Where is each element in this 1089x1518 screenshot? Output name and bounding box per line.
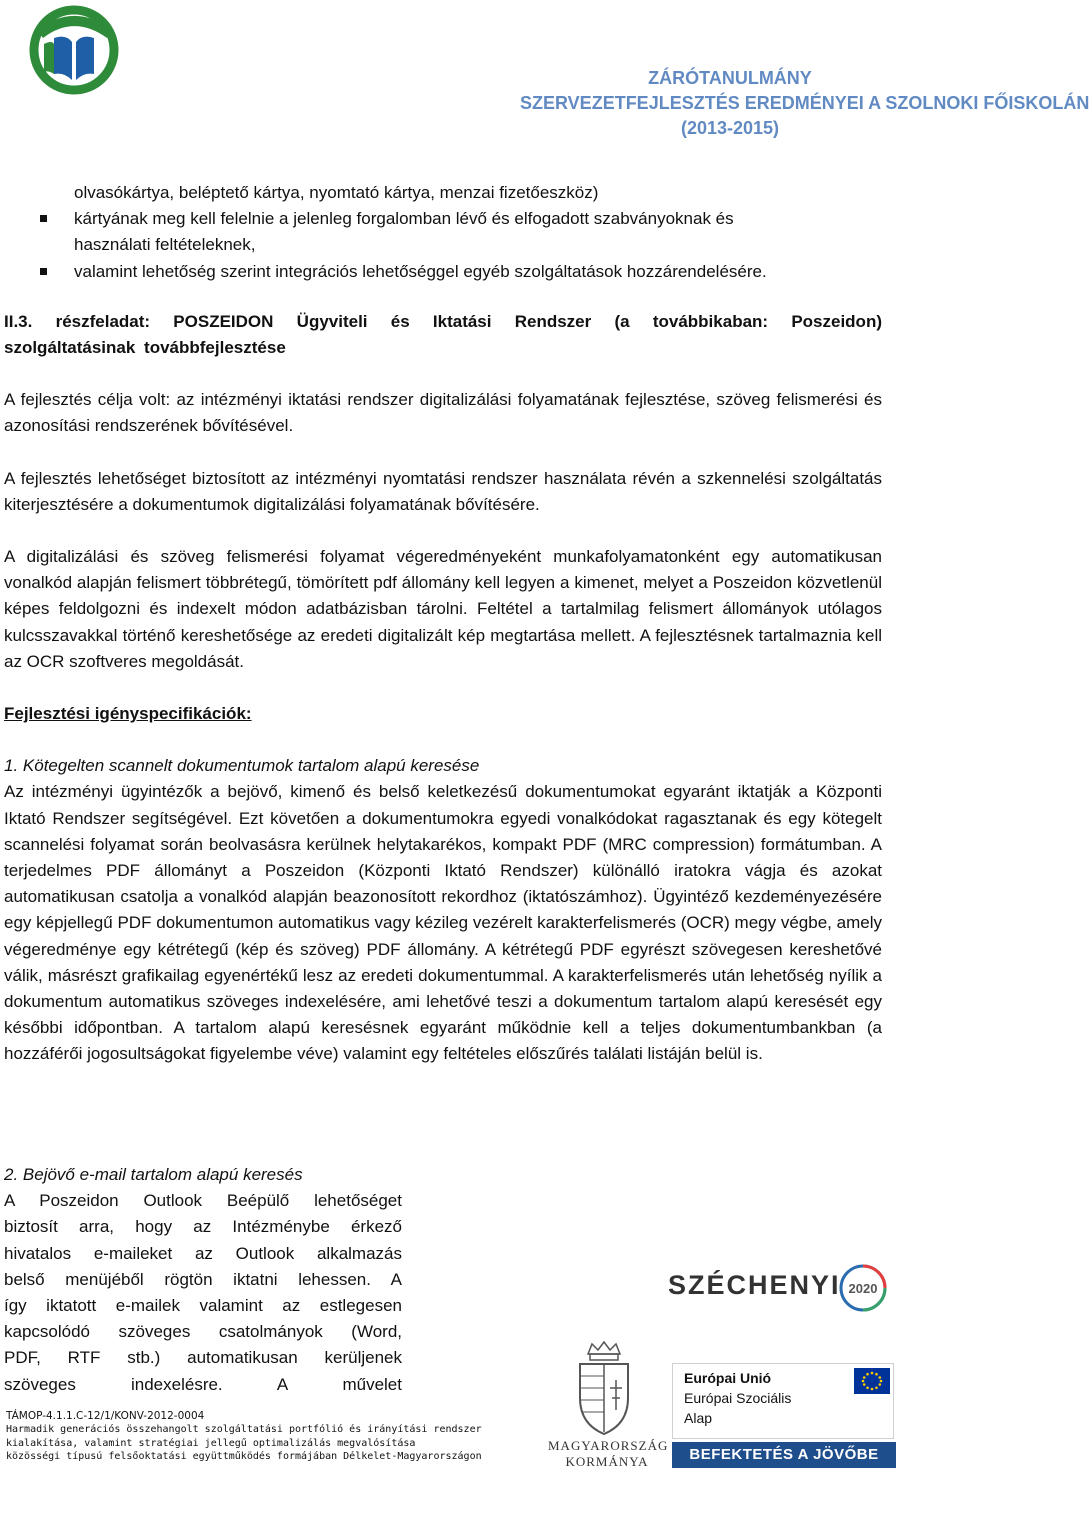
paragraph: A fejlesztés lehetőséget biztosított az intézményi nyomtatási rendszer használata révén a szkennelési szolgáltatás kiterjesztésére a dokumentumok digitalizálási folyamatának bővítésére. xyxy=(4,468,882,514)
footer-line: közösségi típusú felsőoktatási együttműködés formájában Délkelet-Magyarországon xyxy=(6,1451,482,1463)
spec-line: PDF, RTF stb.) automatikusan kerüljenek xyxy=(4,1348,402,1368)
list-item xyxy=(4,206,882,232)
bullet-icon xyxy=(40,215,47,222)
spec-heading: Fejlesztési igényspecifikációk: xyxy=(4,704,252,724)
list-item xyxy=(4,180,882,206)
spec-line: így iktatott e-mailek valamint az estlegesen xyxy=(4,1296,402,1316)
spec-line: kapcsolódó szöveges csatolmányok (Word, xyxy=(4,1322,402,1342)
kormany-line: KORMÁNYA xyxy=(565,1454,649,1469)
project-code: TÁMOP-4.1.1.C-12/1/KONV-2012-0004 xyxy=(6,1410,205,1422)
spec-item-2 xyxy=(4,1162,402,1398)
paragraph: A digitalizálási és szöveg felismerési folyamat végeredményeként munkafolyamatonként egy automatikusan vonalkód alapján felismert többrétegű, tömörített pdf állomány kell legyen a kimenet, melyet a Poszeidon közvetlenül képes feldolgozni és indexelt módon adatbázisban tárolni. Feltétel a tartalmilag felismert állományok utólagos kulcsszavakkal történő kereshetősége az eredeti digitalizált kép megtartása mellett. A fejlesztésnek tartalmaznia kell az OCR szoftveres megoldását. xyxy=(4,547,882,671)
document-body xyxy=(4,180,882,1068)
list-item xyxy=(4,259,882,285)
spec-item-title: 2. Bejövő e-mail tartalom alapú keresés xyxy=(4,1165,303,1184)
szechenyi-year: 2020 xyxy=(848,1281,878,1296)
spec-line: A Poszeidon Outlook Beépülő lehetőséget xyxy=(4,1191,402,1211)
spec-line: hivatalos e-maileket az Outlook alkalmazás xyxy=(4,1243,402,1263)
document-header xyxy=(520,66,1089,141)
szechenyi-logo-text: SZÉCHENYI xyxy=(668,1270,841,1300)
list-item-text: olvasókártya, beléptető kártya, nyomtató kártya, menzai fizetőeszköz) xyxy=(74,183,599,202)
project-footer xyxy=(6,1410,482,1464)
paragraph: A fejlesztés célja volt: az intézményi iktatási rendszer digitalizálási folyamatának fejlesztése, szöveg felismerési és azonosítási rendszerének bővítésével. xyxy=(4,390,882,436)
paragraph: Az intézményi ügyintézők a bejövő, kimenő és belső keletkezésű dokumentumokat egyaránt iktatják a Központi Iktató Rendszer segítségével. Ezt követően a dokumentumokra egyedi vonalkódokat ragasztanak és egy kötegelt scannelési folyamat során beolvasásra kerülnek helytakarékos, kompakt PDF (MRC compression) formátumban. A terjedelmes PDF állományt a Poszeidon (Központi Iktató Rendszer) különálló iratokra vágja és azokat automatikusan csatolja a vonalkód alapján beazonosított rekordhoz (iktatószámhoz). Ügyintéző kezdeményezésére egy képjellegű PDF dokumentumon automatikus vagy kézileg vezérelt karakterfelismerés (OCR) megy végbe, amely végeredménye egy kétrétegű (kép és szöveg) PDF állomány. A kétrétegű PDF egyrészt szövegesen kereshetővé válik, másrészt grafikailag egyenértékű lesz az eredeti dokumentummal. A karakterfelismerés után lehetőség nyílik a dokumentum automatikus szöveges indexelésére, ami lehetővé teszi a dokumentum tartalom alapú keresését egy későbbi időpontban. A tartalom alapú keresésnek egyaránt működnie kell a teljes dokumentumbankban (a hozzáférői jogosultságokat figyelembe véve) valamint egy feltételes előszűrés találati listáján belül is. xyxy=(4,782,882,1064)
footer-line: Harmadik generációs összehangolt szolgáltatási portfólió és irányítási rendszer xyxy=(6,1424,482,1436)
section-title: II.3. részfeladat: POSZEIDON Ügyviteli és Iktatási Rendszer (a továbbikaban: Poszeidon) szolgáltatásinak továbbfejlesztése xyxy=(4,311,882,358)
header-subtitle: SZERVEZETFEJLESZTÉS EREDMÉNYEI A SZOLNOKI FŐISKOLÁN xyxy=(520,93,1089,113)
list-item-text: használati feltételeknek, xyxy=(74,235,256,255)
eu-line: Alap xyxy=(684,1410,713,1426)
footer-line: kialakítása, valamint stratégiai jellegű optimalizálás megvalósítása xyxy=(6,1437,416,1449)
eu-logo-text xyxy=(684,1368,791,1428)
szechenyi-2020-icon xyxy=(838,1263,888,1313)
bullet-icon xyxy=(40,268,47,275)
institution-logo xyxy=(22,4,126,96)
government-logo-text xyxy=(548,1438,669,1470)
list-item-text: valamint lehetőség szerint integrációs lehetőséggel egyéb szolgáltatások hozzárendelésére. xyxy=(74,261,767,281)
eu-line: Európai Szociális xyxy=(684,1390,792,1406)
kormany-line: MAGYARORSZÁG xyxy=(548,1438,669,1453)
eu-line: Európai Unió xyxy=(684,1370,772,1386)
spec-line: belső menüjéből rögtön iktatni lehessen. A xyxy=(4,1269,402,1289)
spec-line: szöveges indexelésre. A művelet xyxy=(4,1374,402,1394)
eu-flag-icon xyxy=(854,1368,890,1394)
header-title: ZÁRÓTANULMÁNY xyxy=(648,68,812,88)
spec-line: biztosít arra, hogy az Intézménybe érkező xyxy=(4,1217,402,1237)
header-years: (2013-2015) xyxy=(680,118,780,138)
list-item xyxy=(4,232,882,258)
investment-banner: BEFEKTETÉS A JÖVŐBE xyxy=(672,1442,896,1468)
spec-item-title: 1. Kötegelten scannelt dokumentumok tartalom alapú keresése xyxy=(4,756,480,776)
list-item-text: kártyának meg kell felelnie a jelenleg forgalomban lévő és elfogadott szabványoknak és xyxy=(74,209,734,229)
coat-of-arms-icon xyxy=(566,1340,642,1440)
